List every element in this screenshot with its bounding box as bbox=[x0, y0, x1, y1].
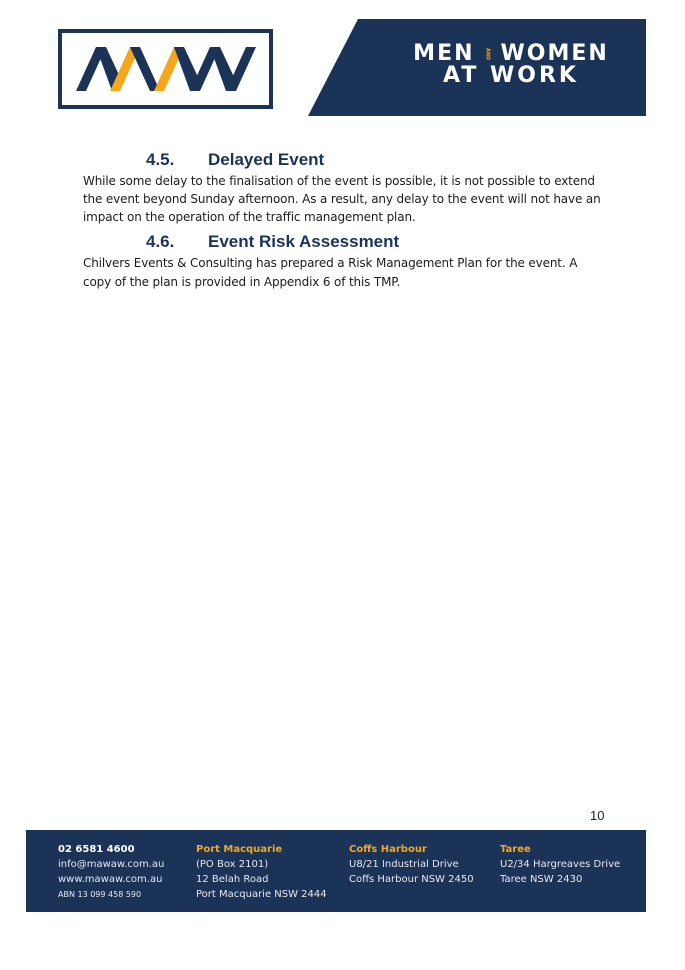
page-number: 10 bbox=[590, 808, 605, 823]
section-title: Event Risk Assessment bbox=[208, 232, 400, 251]
section-body-risk-assessment: Chilvers Events & Consulting has prepared a Risk Management Plan for the event. A copy of the plan is provided in Appendix 6 of this TMP. bbox=[83, 256, 578, 289]
section-title: Delayed Event bbox=[208, 150, 325, 169]
footer-phone: 02 6581 4600 bbox=[58, 844, 135, 855]
maw-logo bbox=[58, 29, 273, 109]
banner-word-women: WOMEN bbox=[500, 41, 609, 66]
footer-email: info@mawaw.com.au bbox=[58, 859, 165, 870]
footer-address-line: U2/34 Hargreaves Drive bbox=[500, 859, 621, 870]
banner-word-at-work: AT WORK bbox=[443, 63, 579, 88]
section-body-delayed-event: While some delay to the finalisation of the event is possible, it is not possible to extend the event beyond Sunday afternoon. As a result, any delay to the event will not have an impact on the operation of the traffic management plan. bbox=[83, 174, 601, 224]
footer-contact bbox=[58, 842, 164, 902]
footer-address-line: U8/21 Industrial Drive bbox=[349, 859, 459, 870]
footer-taree bbox=[500, 842, 620, 887]
footer bbox=[26, 830, 646, 912]
maw-logo-mark-icon bbox=[62, 33, 269, 105]
section-heading-delayed-event bbox=[146, 150, 324, 170]
footer-address-line: Port Macquarie NSW 2444 bbox=[196, 889, 327, 900]
footer-coffs-harbour bbox=[349, 842, 474, 887]
footer-address-line: 12 Belah Road bbox=[196, 874, 269, 885]
section-number: 4.6. bbox=[146, 232, 175, 251]
footer-website: www.mawaw.com.au bbox=[58, 874, 163, 885]
footer-address-line: Coffs Harbour NSW 2450 bbox=[349, 874, 474, 885]
footer-address-line: (PO Box 2101) bbox=[196, 859, 269, 870]
footer-office-title: Taree bbox=[500, 844, 531, 855]
header-banner bbox=[308, 19, 646, 116]
section-number: 4.5. bbox=[146, 150, 175, 169]
footer-address-line: Taree NSW 2430 bbox=[500, 874, 583, 885]
footer-abn: ABN 13 099 458 590 bbox=[58, 890, 142, 899]
banner-wordmark bbox=[396, 43, 626, 87]
banner-word-and: AND bbox=[484, 47, 491, 61]
footer-office-title: Coffs Harbour bbox=[349, 844, 427, 855]
section-heading-risk-assessment bbox=[146, 232, 399, 252]
footer-office-title: Port Macquarie bbox=[196, 844, 283, 855]
banner-word-men: MEN bbox=[413, 41, 475, 66]
footer-port-macquarie bbox=[196, 842, 327, 902]
